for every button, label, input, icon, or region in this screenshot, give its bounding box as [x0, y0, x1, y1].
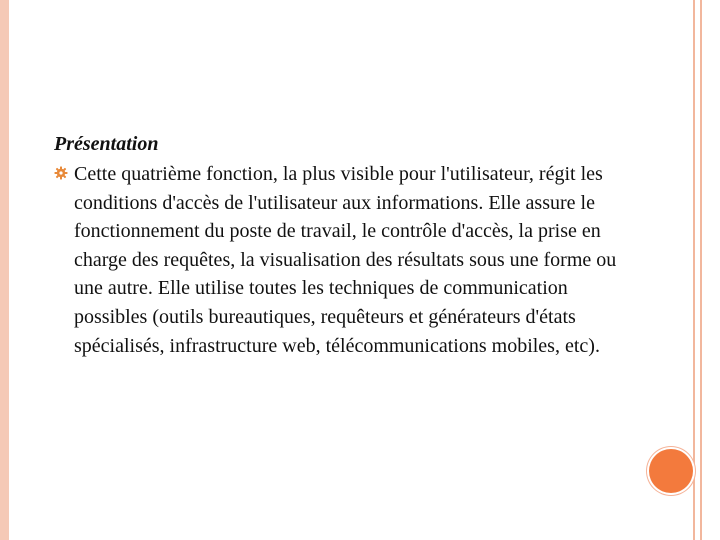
slide-heading: Présentation: [54, 133, 159, 155]
vertical-rule-inner: [693, 0, 695, 540]
slide-content: [54, 130, 644, 360]
orange-circle-decoration: [649, 449, 693, 493]
gear-bullet-icon: [54, 166, 68, 180]
vertical-rule-outer: [700, 0, 702, 540]
bullet-item: [54, 160, 644, 360]
left-accent-band: [0, 0, 9, 540]
slide-frame: [9, 0, 720, 540]
bullet-paragraph: Cette quatrième fonction, la plus visible pour l'utilisateur, régit les conditions d'accès de l'utilisateur aux informations. Elle assure le fonctionnement du poste de travail, le contrôle d'accès, la prise en charge des requêtes, la visualisation des résultats sous une forme ou une autre. Elle utilise toutes les techniques de communication possibles (outils bureautiques, requêteurs et générateurs d'états spécialisés, infrastructure web, télécommunications mobiles, etc).: [74, 163, 617, 357]
